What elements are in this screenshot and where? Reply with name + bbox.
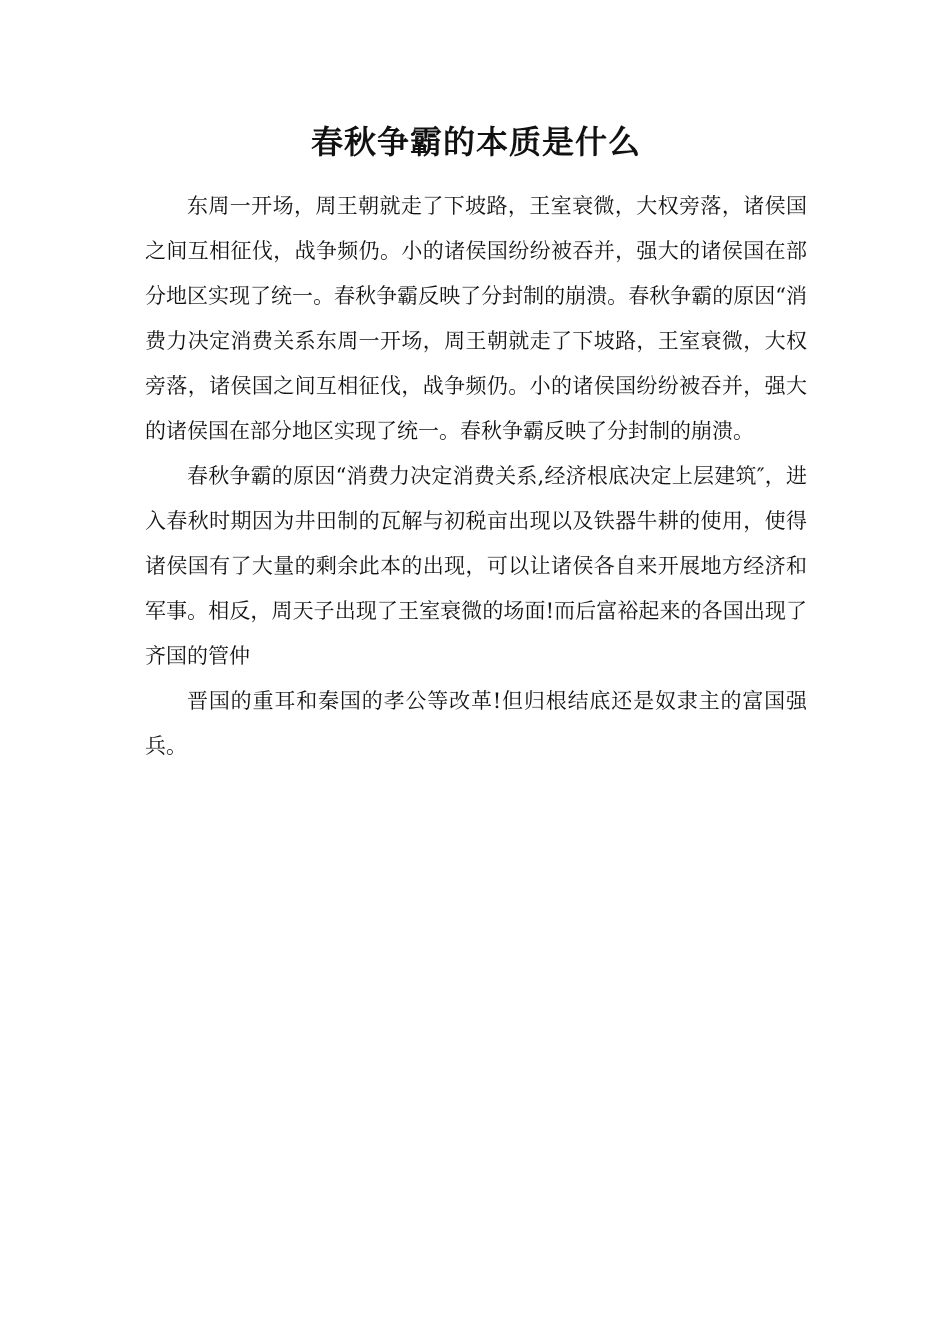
document-title: 春秋争霸的本质是什么 bbox=[310, 123, 641, 161]
paragraph-3: 晋国的重耳和秦国的孝公等改革!但归根结底还是奴隶主的富国强兵。 bbox=[145, 689, 807, 758]
paragraph-1: 东周一开场，周王朝就走了下坡路，王室衰微，大权旁落，诸侯国之间互相征伐，战争频仍。小的诸侯国纷纷被吞并，强大的诸侯国在部分地区实现了统一。春秋争霸反映了分封制的崩溃。春秋争霸的原因“消费力决定消费关系东周一开场，周王朝就走了下坡路，王室衰微，大权旁落，诸侯国之间互相征伐，战争频仍。小的诸侯国纷纷被吞并，强大的诸侯国在部分地区实现了统一。春秋争霸反映了分封制的崩溃。 bbox=[145, 194, 807, 443]
document-body bbox=[145, 118, 807, 769]
paragraph-2: 春秋争霸的原因“消费力决定消费关系,经济根底决定上层建筑″，进入春秋时期因为井田制的瓦解与初税亩出现以及铁器牛耕的使用，使得诸侯国有了大量的剩余此本的出现，可以让诸侯各自来开展地方经济和军事。相反，周天子出现了王室衰微的场面!而后富裕起来的各国出现了齐国的管仲 bbox=[145, 464, 807, 668]
